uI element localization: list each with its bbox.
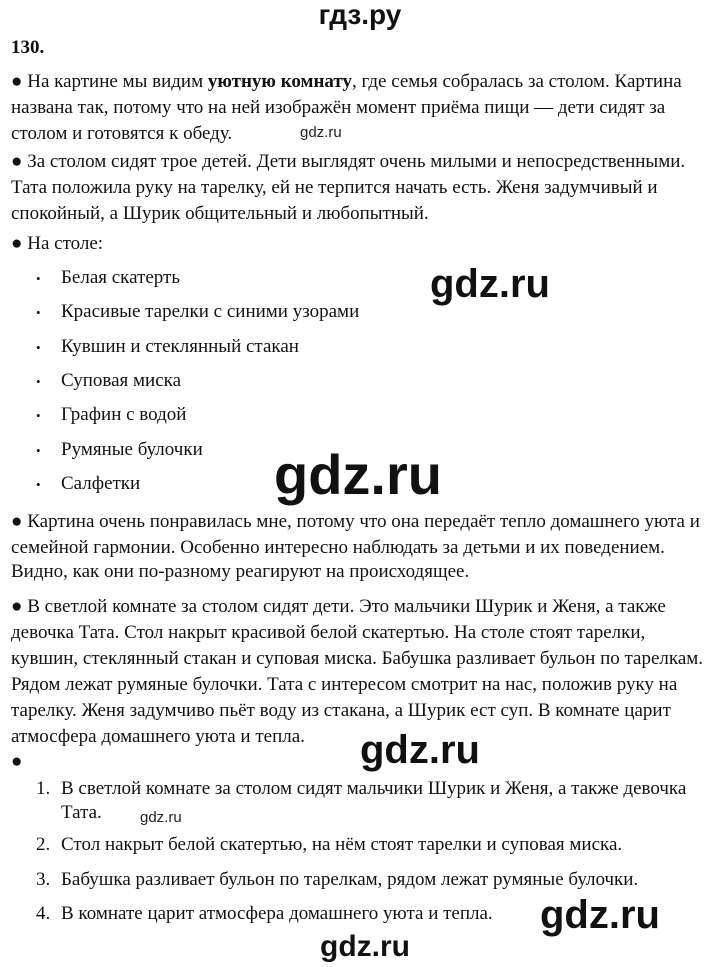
text: , где семья собралась за столом. Картина (352, 71, 682, 92)
paragraph4-line: кувшин, стеклянный стакан и суповая миска. Бабушка разливает бульон по тарелкам. (11, 648, 704, 669)
list-item: Красивые тарелки с синими узорами (61, 301, 360, 322)
list-item: Белая скатерть (61, 267, 181, 288)
bullet: • (36, 408, 41, 423)
watermark: gdz.ru (540, 893, 660, 937)
paragraph2-line: ● За столом сидят трое детей. Дети выглядят очень милыми и непосредственными. (11, 151, 686, 172)
bullet: • (36, 443, 41, 458)
bullet: • (36, 477, 41, 492)
paragraph2-line: спокойный, а Шурик общительный и любопытный. (11, 203, 429, 224)
plan-number: 1. (36, 778, 51, 799)
list-item: Графин с водой (61, 404, 187, 425)
watermark-small: gdz.ru (140, 809, 182, 826)
plan-item-line: В светлой комнате за столом сидят мальчики Шурик и Женя, а также девочка (61, 778, 687, 799)
paragraph4-line: Рядом лежат румяные булочки. Тата с интересом смотрит на нас, положив руку на (11, 674, 678, 695)
paragraph1-line (11, 70, 682, 94)
bullet: • (36, 374, 41, 389)
plan-bullet: ● (11, 751, 23, 772)
paragraph4-line: атмосфера домашнего уюта и тепла. (11, 726, 305, 747)
bullet: • (36, 305, 41, 320)
plan-item-line: Тата. (61, 802, 102, 823)
paragraph4-line: ● В светлой комнате за столом сидят дети. Это мальчики Шурик и Женя, а также (11, 596, 666, 617)
bold-text: уютную комнату (207, 71, 353, 92)
site-title: гдз.ру (318, 0, 402, 30)
plan-item-line: В комнате царит атмосфера домашнего уюта и тепла. (61, 903, 493, 924)
watermark: gdz.ru (360, 728, 480, 772)
plan-item-line: Стол накрыт белой скатертью, на нём стоят тарелки и суповая миска. (61, 834, 623, 855)
list-item: Кувшин и стеклянный стакан (61, 336, 299, 357)
paragraph3-line: ● Картина очень понравилась мне, потому что она передаёт тепло домашнего уюта и (11, 511, 700, 532)
bullet: • (36, 271, 41, 286)
text: ● На картине мы видим (11, 71, 208, 92)
task-number: 130. (11, 37, 45, 58)
paragraph1-line: столом и готовятся к обеду. (11, 123, 233, 144)
paragraph3-line: семейной гармонии. Особенно интересно наблюдать за детьми и их поведением. (11, 537, 665, 558)
watermark: gdz.ru (274, 443, 442, 506)
list-item: Румяные булочки (61, 439, 203, 460)
list-item: Суповая миска (61, 370, 182, 391)
watermark: gdz.ru (320, 930, 410, 963)
table-heading: ● На столе: (11, 233, 104, 254)
paragraph4-line: тарелку. Женя задумчиво пьёт воду из стакана, а Шурик ест суп. В комнате царит (11, 700, 671, 721)
paragraph2-line: Тата положила руку на тарелку, ей не терпится начать есть. Женя задумчивый и (11, 177, 658, 198)
list-item: Салфетки (61, 473, 141, 494)
watermark: gdz.ru (430, 262, 550, 306)
paragraph3-line: Видно, как они по-разному реагируют на происходящее. (11, 561, 470, 582)
paragraph1-line: названа так, потому что на ней изображён момент приёма пищи — дети сидят за (11, 97, 666, 118)
plan-number: 3. (36, 869, 51, 890)
plan-item-line: Бабушка разливает бульон по тарелкам, рядом лежат румяные булочки. (61, 869, 639, 890)
bullet: • (36, 340, 41, 355)
plan-number: 4. (36, 903, 51, 924)
plan-number: 2. (36, 834, 51, 855)
watermark-small: gdz.ru (300, 124, 342, 141)
paragraph4-line: девочка Тата. Стол накрыт красивой белой скатертью. На столе стоят тарелки, (11, 622, 646, 643)
